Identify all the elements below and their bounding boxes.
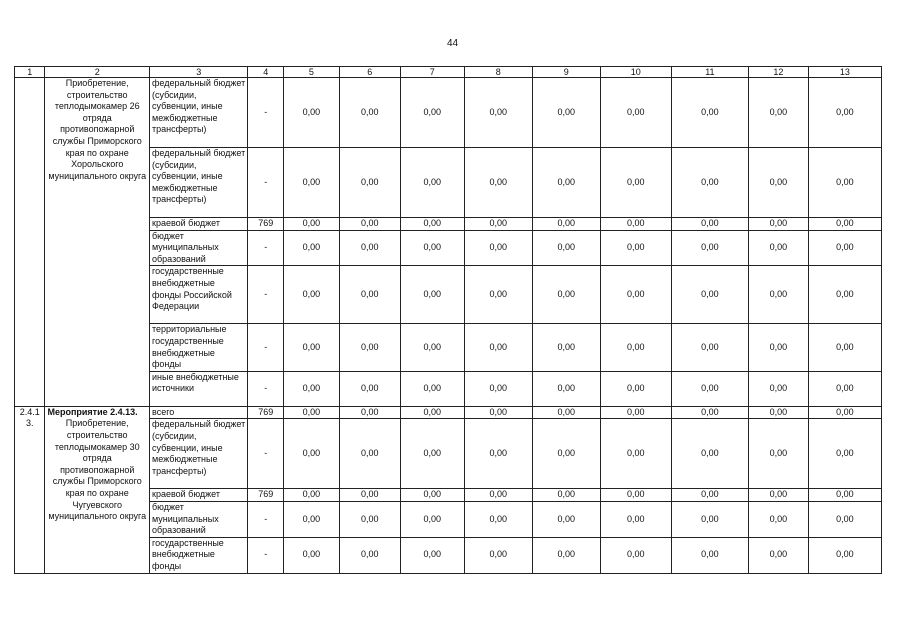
amount-cell: 0,00	[464, 406, 532, 419]
amount-cell: 0,00	[532, 371, 600, 406]
item-description: Приобретение, строительство теплодымокамер 30 отряда противопожарной службы Приморского края по охране Чугуевского муниципального округа	[48, 418, 147, 522]
amount-cell: 0,00	[671, 406, 748, 419]
amount-cell: 0,00	[808, 230, 881, 266]
amount-cell: 0,00	[400, 537, 464, 573]
amount-cell: 0,00	[400, 419, 464, 489]
column-number-10: 10	[600, 67, 671, 78]
budget-code: 769	[248, 489, 284, 502]
funding-source: бюджет муниципальных образований	[150, 230, 248, 266]
amount-cell: 0,00	[671, 501, 748, 537]
amount-cell: 0,00	[748, 537, 808, 573]
amount-cell: 0,00	[808, 324, 881, 371]
column-number-4: 4	[248, 67, 284, 78]
amount-cell: 0,00	[748, 489, 808, 502]
column-number-row	[15, 67, 882, 78]
amount-cell: 0,00	[339, 489, 400, 502]
amount-cell: 0,00	[464, 218, 532, 231]
budget-code: -	[248, 537, 284, 573]
budget-code: -	[248, 266, 284, 324]
amount-cell: 0,00	[600, 78, 671, 148]
amount-cell: 0,00	[400, 78, 464, 148]
amount-cell: 0,00	[284, 419, 340, 489]
amount-cell: 0,00	[671, 537, 748, 573]
amount-cell: 0,00	[600, 371, 671, 406]
amount-cell: 0,00	[339, 148, 400, 218]
budget-code: 769	[248, 218, 284, 231]
funding-source: территориальные государственные внебюджетные фонды	[150, 324, 248, 371]
amount-cell: 0,00	[339, 537, 400, 573]
amount-cell: 0,00	[671, 218, 748, 231]
page-number: 44	[446, 38, 459, 49]
amount-cell: 0,00	[400, 266, 464, 324]
amount-cell: 0,00	[600, 266, 671, 324]
amount-cell: 0,00	[808, 419, 881, 489]
amount-cell: 0,00	[400, 324, 464, 371]
amount-cell: 0,00	[284, 266, 340, 324]
amount-cell: 0,00	[808, 266, 881, 324]
amount-cell: 0,00	[532, 78, 600, 148]
amount-cell: 0,00	[808, 489, 881, 502]
amount-cell: 0,00	[600, 537, 671, 573]
amount-cell: 0,00	[600, 148, 671, 218]
amount-cell: 0,00	[339, 230, 400, 266]
amount-cell: 0,00	[339, 371, 400, 406]
amount-cell: 0,00	[400, 230, 464, 266]
amount-cell: 0,00	[339, 78, 400, 148]
amount-cell: 0,00	[748, 419, 808, 489]
amount-cell: 0,00	[748, 406, 808, 419]
budget-code: -	[248, 78, 284, 148]
funding-source: государственные внебюджетные фонды	[150, 537, 248, 573]
amount-cell: 0,00	[600, 501, 671, 537]
table-row	[15, 406, 882, 419]
amount-cell: 0,00	[671, 371, 748, 406]
amount-cell: 0,00	[284, 501, 340, 537]
amount-cell: 0,00	[600, 218, 671, 231]
amount-cell: 0,00	[532, 218, 600, 231]
amount-cell: 0,00	[671, 230, 748, 266]
budget-code: -	[248, 230, 284, 266]
amount-cell: 0,00	[671, 78, 748, 148]
amount-cell: 0,00	[284, 537, 340, 573]
item-number	[15, 78, 45, 407]
funding-source: федеральный бюджет (субсидии, субвенции, иные межбюджетные трансферты)	[150, 78, 248, 148]
amount-cell: 0,00	[532, 501, 600, 537]
amount-cell: 0,00	[532, 537, 600, 573]
amount-cell: 0,00	[532, 419, 600, 489]
amount-cell: 0,00	[532, 489, 600, 502]
amount-cell: 0,00	[748, 218, 808, 231]
item-description-cell	[45, 406, 150, 573]
column-number-8: 8	[464, 67, 532, 78]
amount-cell: 0,00	[339, 419, 400, 489]
amount-cell: 0,00	[400, 406, 464, 419]
column-number-11: 11	[671, 67, 748, 78]
amount-cell: 0,00	[464, 501, 532, 537]
amount-cell: 0,00	[600, 406, 671, 419]
budget-code: -	[248, 371, 284, 406]
column-number-9: 9	[532, 67, 600, 78]
amount-cell: 0,00	[464, 148, 532, 218]
amount-cell: 0,00	[808, 406, 881, 419]
amount-cell: 0,00	[600, 489, 671, 502]
amount-cell: 0,00	[339, 406, 400, 419]
amount-cell: 0,00	[400, 218, 464, 231]
budget-code: -	[248, 148, 284, 218]
amount-cell: 0,00	[532, 230, 600, 266]
amount-cell: 0,00	[464, 537, 532, 573]
amount-cell: 0,00	[671, 489, 748, 502]
funding-source: федеральный бюджет (субсидии, субвенции, иные межбюджетные трансферты)	[150, 419, 248, 489]
amount-cell: 0,00	[400, 371, 464, 406]
budget-code: -	[248, 419, 284, 489]
budget-table	[14, 66, 882, 574]
amount-cell: 0,00	[808, 218, 881, 231]
amount-cell: 0,00	[748, 501, 808, 537]
amount-cell: 0,00	[532, 148, 600, 218]
amount-cell: 0,00	[671, 324, 748, 371]
budget-code: 769	[248, 406, 284, 419]
amount-cell: 0,00	[600, 230, 671, 266]
amount-cell: 0,00	[339, 501, 400, 537]
amount-cell: 0,00	[400, 501, 464, 537]
amount-cell: 0,00	[400, 489, 464, 502]
amount-cell: 0,00	[671, 419, 748, 489]
amount-cell: 0,00	[532, 324, 600, 371]
column-number-2: 2	[45, 67, 150, 78]
amount-cell: 0,00	[464, 489, 532, 502]
column-number-13: 13	[808, 67, 881, 78]
amount-cell: 0,00	[600, 419, 671, 489]
funding-source: федеральный бюджет (субсидии, субвенции, иные межбюджетные трансферты)	[150, 148, 248, 218]
amount-cell: 0,00	[400, 148, 464, 218]
column-number-3: 3	[150, 67, 248, 78]
amount-cell: 0,00	[339, 324, 400, 371]
amount-cell: 0,00	[284, 78, 340, 148]
amount-cell: 0,00	[748, 230, 808, 266]
budget-code: -	[248, 324, 284, 371]
amount-cell: 0,00	[808, 501, 881, 537]
column-number-7: 7	[400, 67, 464, 78]
funding-source: иные внебюджетные источники	[150, 371, 248, 406]
amount-cell: 0,00	[532, 406, 600, 419]
amount-cell: 0,00	[748, 78, 808, 148]
amount-cell: 0,00	[284, 406, 340, 419]
column-number-1: 1	[15, 67, 45, 78]
amount-cell: 0,00	[808, 537, 881, 573]
amount-cell: 0,00	[464, 78, 532, 148]
table-row	[15, 78, 882, 148]
funding-source: краевой бюджет	[150, 218, 248, 231]
amount-cell: 0,00	[284, 218, 340, 231]
amount-cell: 0,00	[671, 148, 748, 218]
funding-source: государственные внебюджетные фонды Российской Федерации	[150, 266, 248, 324]
budget-code: -	[248, 501, 284, 537]
amount-cell: 0,00	[284, 489, 340, 502]
item-title: Мероприятие 2.4.13.	[47, 406, 138, 417]
funding-source: бюджет муниципальных образований	[150, 501, 248, 537]
funding-source: краевой бюджет	[150, 489, 248, 502]
amount-cell: 0,00	[600, 324, 671, 371]
amount-cell: 0,00	[748, 266, 808, 324]
amount-cell: 0,00	[464, 230, 532, 266]
amount-cell: 0,00	[464, 419, 532, 489]
column-number-12: 12	[748, 67, 808, 78]
funding-source: всего	[150, 406, 248, 419]
item-description: Приобретение, строительство теплодымокамер 26 отряда противопожарной службы Приморского края по охране Хорольского муниципального округа	[48, 78, 147, 181]
amount-cell: 0,00	[284, 371, 340, 406]
column-number-5: 5	[284, 67, 340, 78]
column-number-6: 6	[339, 67, 400, 78]
item-description-cell	[45, 78, 150, 407]
amount-cell: 0,00	[339, 266, 400, 324]
amount-cell: 0,00	[748, 324, 808, 371]
amount-cell: 0,00	[464, 266, 532, 324]
amount-cell: 0,00	[748, 371, 808, 406]
amount-cell: 0,00	[808, 148, 881, 218]
item-number: 2.4.1 3.	[15, 406, 45, 573]
amount-cell: 0,00	[284, 148, 340, 218]
amount-cell: 0,00	[808, 371, 881, 406]
amount-cell: 0,00	[748, 148, 808, 218]
amount-cell: 0,00	[284, 324, 340, 371]
amount-cell: 0,00	[464, 371, 532, 406]
amount-cell: 0,00	[284, 230, 340, 266]
amount-cell: 0,00	[532, 266, 600, 324]
amount-cell: 0,00	[464, 324, 532, 371]
amount-cell: 0,00	[339, 218, 400, 231]
amount-cell: 0,00	[808, 78, 881, 148]
amount-cell: 0,00	[671, 266, 748, 324]
